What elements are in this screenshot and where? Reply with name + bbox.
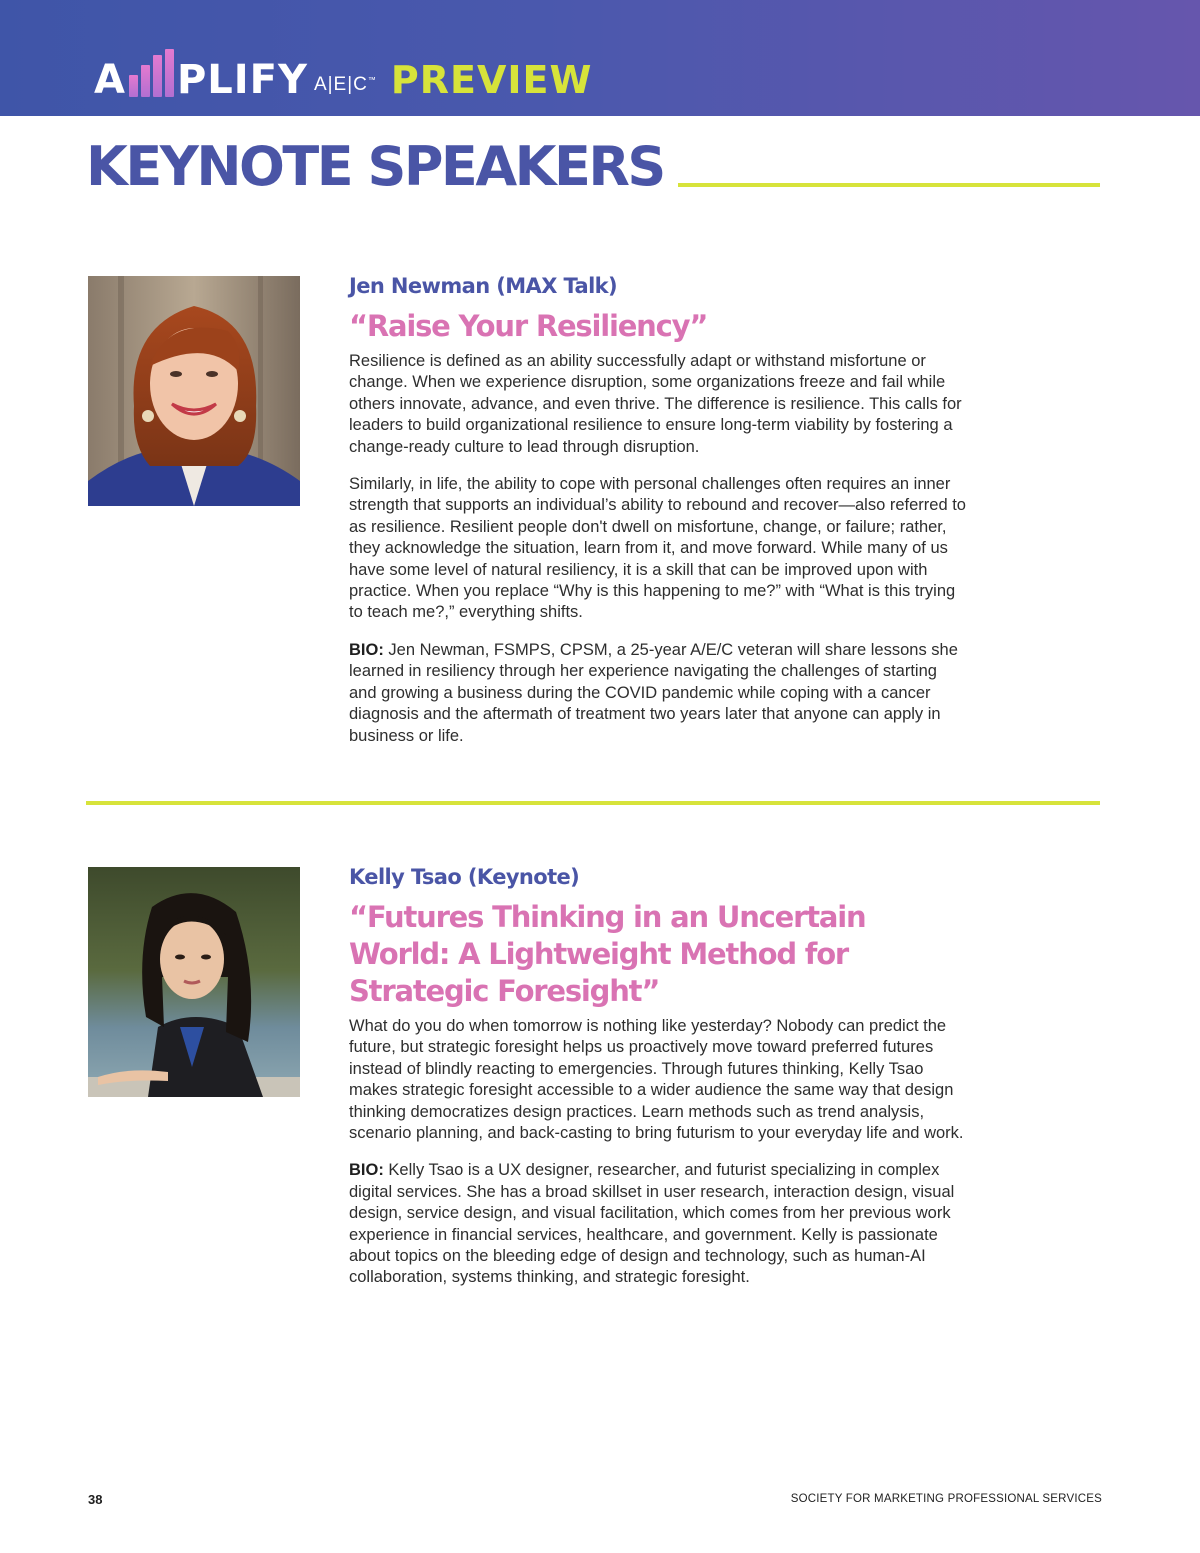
speaker-photo-jen-newman <box>88 276 300 506</box>
logo-letter-a: A <box>94 57 126 103</box>
page-number: 38 <box>88 1492 103 1507</box>
logo-word: PLIFY <box>176 57 308 103</box>
speaker-section-jen-newman <box>349 272 969 747</box>
bio-label: BIO: <box>349 640 384 659</box>
speaker-section-kelly-tsao <box>349 863 969 1289</box>
page-title: KEYNOTE SPEAKERS <box>86 135 664 198</box>
logo-bars-icon <box>129 49 174 97</box>
description-paragraph: Resilience is defined as an ability successfully adapt or withstand misfortune or change. When we experience disruption, some organizations freeze and fail while others innovate, advance, and even thrive. The difference is resilience. This calls for leaders to build organizational resilience to ensure long-term viability by fostering a change-ready culture to lead through disruption. <box>349 352 962 456</box>
footer-organization: SOCIETY FOR MARKETING PROFESSIONAL SERVICES <box>790 1493 1102 1505</box>
speaker-name: Kelly Tsao (Keynote) <box>349 865 580 889</box>
bio-text: Jen Newman, FSMPS, CPSM, a 25-year A/E/C veteran will share lessons she learned in resiliency through her experience navigating the challenges of starting and growing a business during the COVID pandemic while coping with a cancer diagnosis and the aftermath of treatment two years later that anyone can apply in business or life. <box>349 640 958 745</box>
logo-aec: A|E|C™ <box>313 74 377 95</box>
bio-text: Kelly Tsao is a UX designer, researcher, and futurist specializing in complex digital services. She has a broad skillset in user research, interaction design, visual design, service design, and visual facilitation, which comes from her previous work experience in financial services, healthcare, and government. Kelly is passionate about topics on the bleeding edge of design and technology, such as human-AI collaboration, systems thinking, and strategic foresight. <box>349 1161 955 1287</box>
talk-title: “Futures Thinking in an Uncertain World: A Lightweight Method for Strategic Foresight” <box>349 900 866 1008</box>
bio-paragraph <box>349 1160 969 1288</box>
preview-label: PREVIEW <box>390 58 593 102</box>
bio-label: BIO: <box>349 1161 384 1180</box>
title-rule <box>678 183 1100 187</box>
speaker-name: Jen Newman (MAX Talk) <box>349 274 618 298</box>
speaker-photo-kelly-tsao <box>88 867 300 1097</box>
bio-paragraph <box>349 640 969 747</box>
amplify-logo <box>94 50 593 103</box>
description-paragraph: What do you do when tomorrow is nothing like yesterday? Nobody can predict the future, but strategic foresight helps us proactively move toward preferred futures instead of blindly reacting to emergencies. Through futures thinking, Kelly Tsao makes strategic foresight accessible to a wider audience the same way that design thinking democratizes design practices. Learn methods such as trend analysis, scenario planning, and back-casting to bring futurism to your everyday life and work. <box>349 1017 964 1143</box>
section-divider <box>86 801 1100 805</box>
description-paragraph: Similarly, in life, the ability to cope with personal challenges often requires an inner strength that supports an individual’s ability to rebound and recover—also referred to as resilience. Resilient people don't dwell on misfortune, change, or failure; rather, they acknowledge the situation, learn from it, and move forward. While many of us have some level of natural resiliency, it is a skill that can be improved upon with practice. When you replace “Why is this happening to me?” with “What is this trying to teach me?,” everything shifts. <box>349 475 966 622</box>
talk-title: “Raise Your Resiliency” <box>349 309 708 343</box>
